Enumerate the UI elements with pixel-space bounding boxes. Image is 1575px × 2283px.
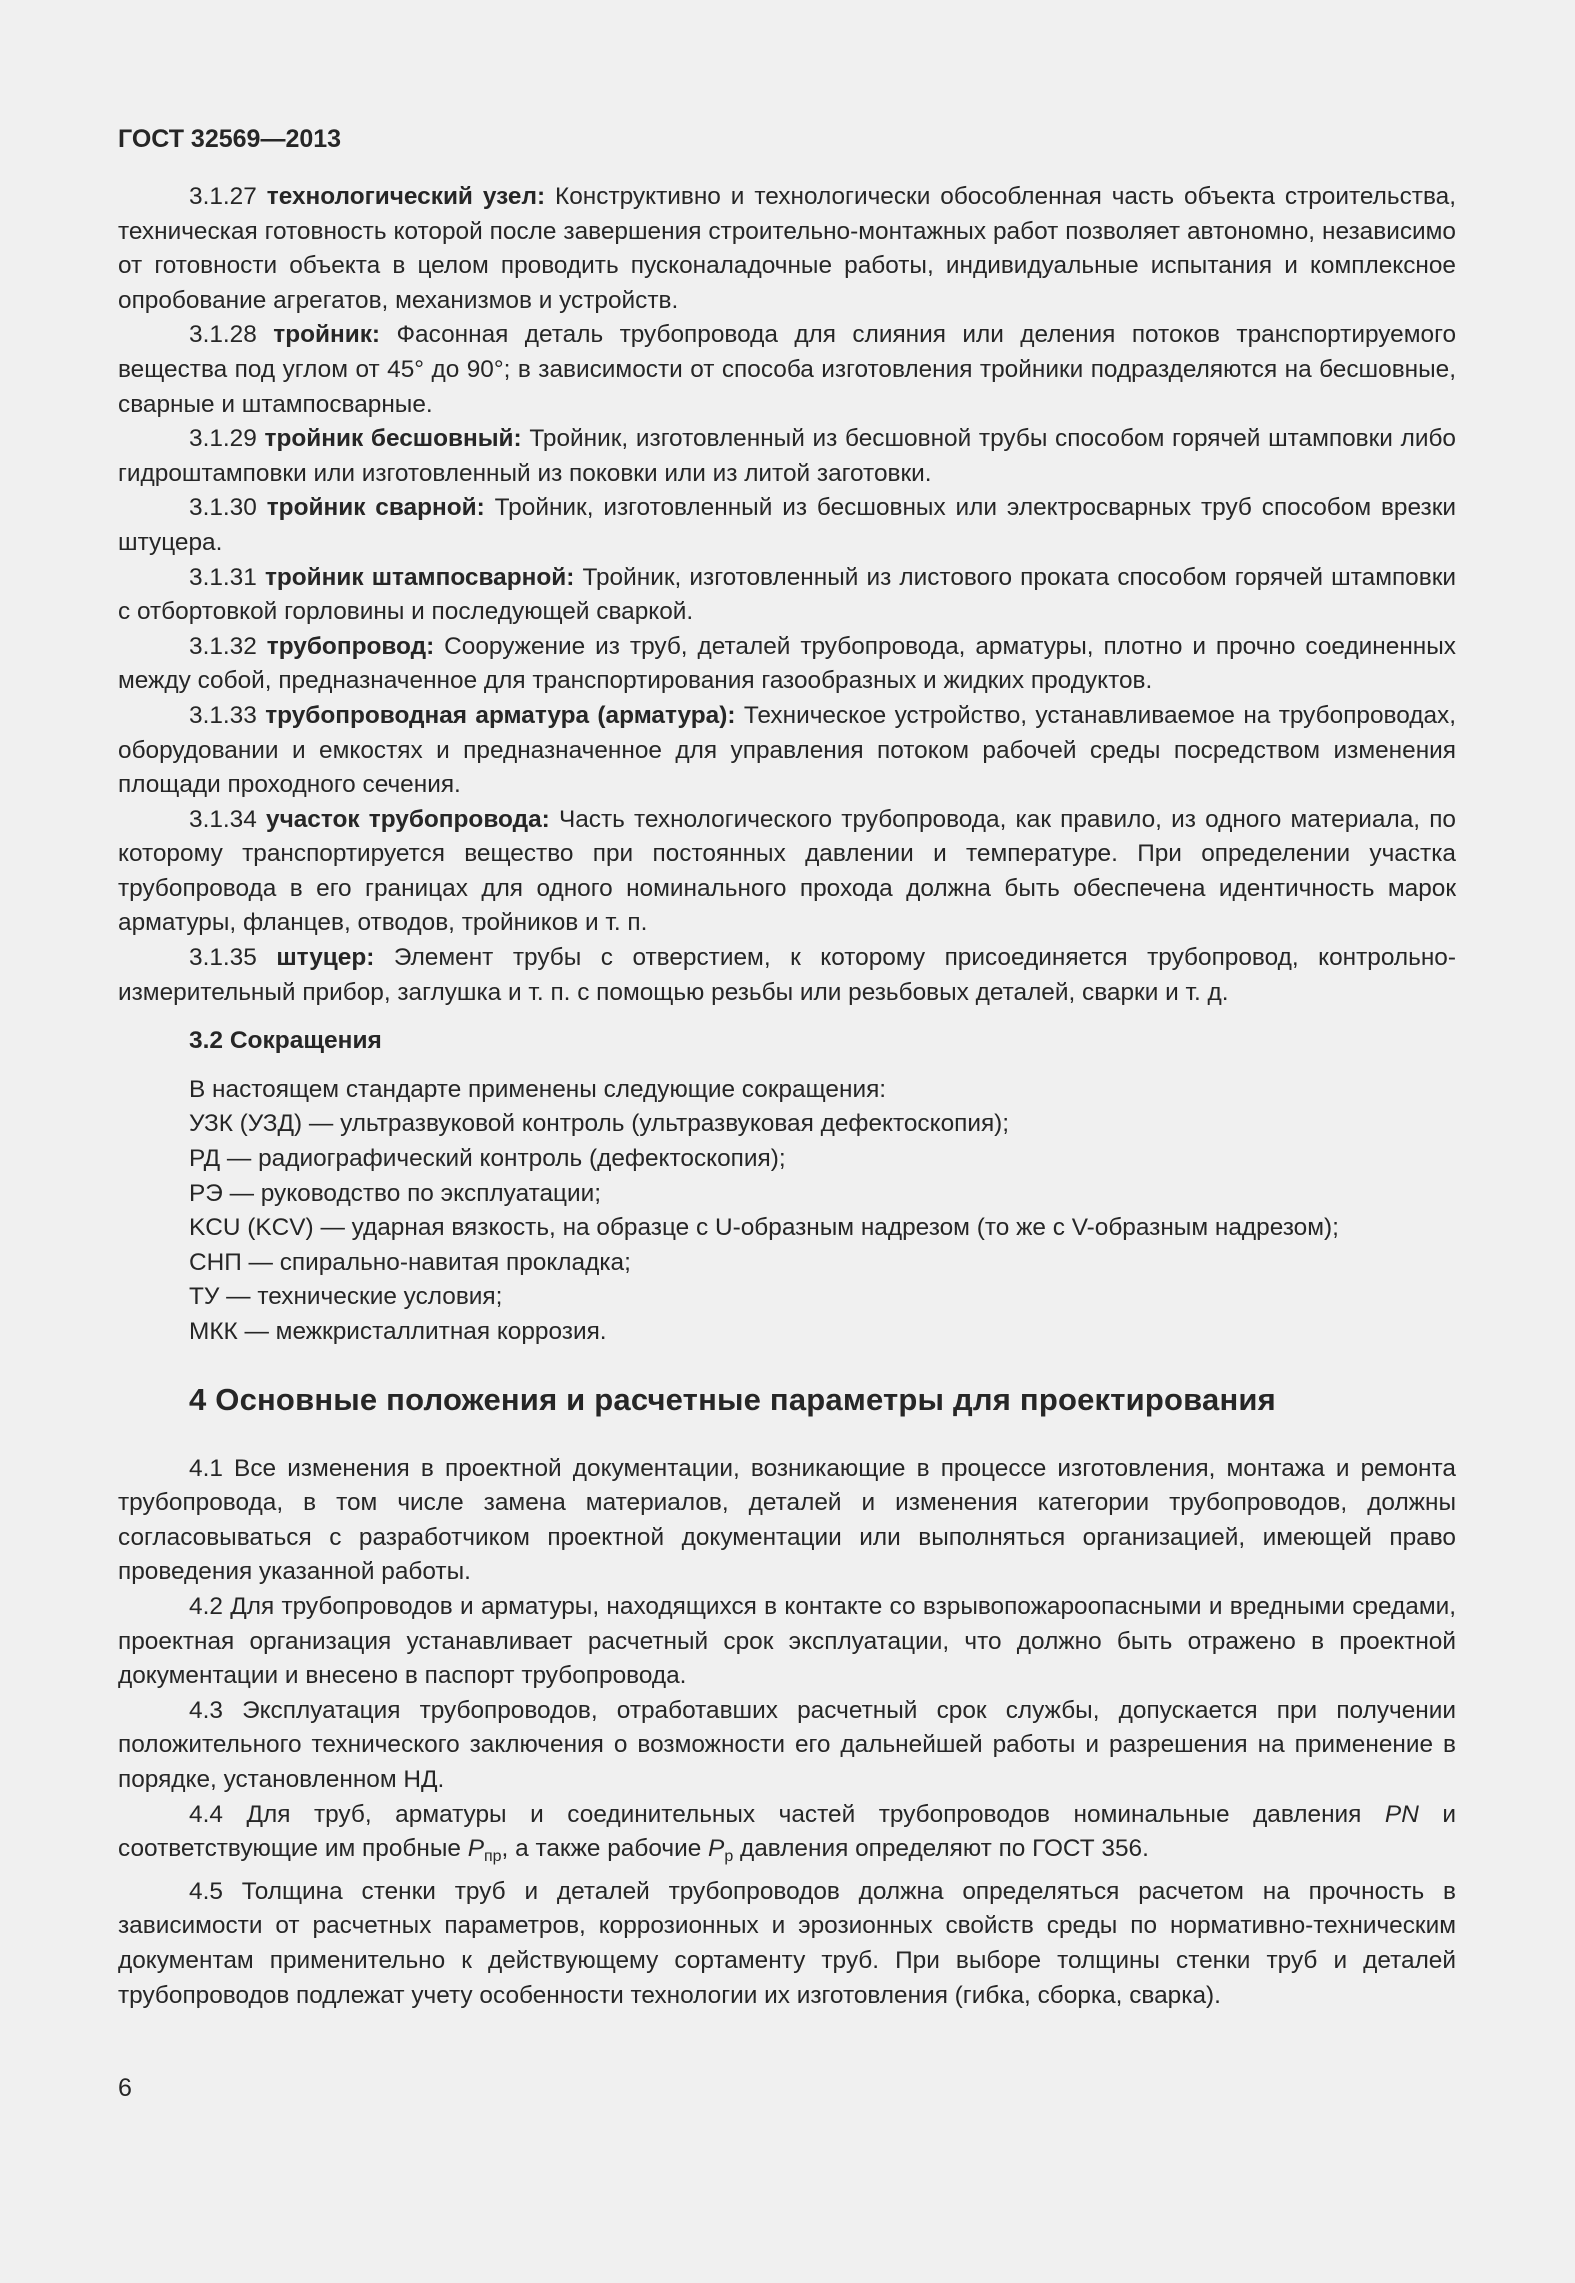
- definition-text: Часть технологического трубопровода, как правило, из одного материала, по которому транспортируется вещество при постоянных давлении и температуре. При определении участка трубопровода в его границах для одного номинального прохода должна быть обеспечена идентичность марок арматуры, фланцев, отводов, тройников и т. п.: [118, 805, 1456, 937]
- definition-item: 3.1.28 тройник: Фасонная деталь трубопровода для слияния или деления потоков транспортируемого вещества под углом от 45° до 90°; в зависимости от способа изготовления тройники подразделяются на бесшовные, сварные и штампосварные.: [118, 321, 1457, 418]
- working-pressure-symbol: P: [708, 1835, 725, 1863]
- definition-item: 3.1.29 тройник бесшовный: Тройник, изготовленный из бесшовной трубы способом горячей штамповки либо гидроштамповки или изготовленный из поковки или из литой заготовки.: [118, 425, 1456, 487]
- document-code: ГОСТ 32569—2013: [118, 125, 342, 153]
- abbreviation-item: РД — радиографический контроль (дефектоскопия);: [189, 1145, 786, 1173]
- definition-term: тройник бесшовный:: [264, 425, 522, 453]
- definition-item: 3.1.27 технологический узел: Конструктивно и технологически обособленная часть объекта строительства, техническая готовность которой после завершения строительно-монтажных работ позволяет автономно, независимо от готовности объекта в целом проводить пусконаладочные работы, индивидуальные испытания и комплексное опробование агрегатов, механизмов и устройств.: [118, 183, 1456, 314]
- section-heading: 4 Основные положения и расчетные параметры для проектирования: [189, 1381, 1276, 1417]
- definition-text: Фасонная деталь трубопровода для слияния или деления потоков транспортируемого вещества под углом от 45° до 90°; в зависимости от способа изготовления тройники подразделяются на бесшовные, сварные и штампосварные.: [118, 321, 1457, 418]
- definition-term: технологический узел:: [266, 183, 546, 210]
- definition-text: Элемент трубы с отверстием, к которому присоединяется трубопровод, контрольно-измерительный прибор, заглушка и т. п. с помощью резьбы или резьбовых деталей, сварки и т. д.: [118, 944, 1456, 1006]
- section-paragraph: 4.1 Все изменения в проектной документации, возникающие в процессе изготовления, монтажа и ремонта трубопровода, в том числе замена материалов, деталей и изменения категории трубопроводов, должны согласовываться с разработчиком проектной документации или выполняться организацией, имеющей право проведения указанной работы.: [118, 1454, 1456, 1586]
- working-pressure-subscript: р: [724, 1848, 734, 1866]
- definition-term: штуцер:: [276, 944, 375, 972]
- abbreviation-item: РЭ — руководство по эксплуатации;: [189, 1179, 602, 1207]
- definition-text: Тройник, изготовленный из бесшовной трубы способом горячей штамповки либо гидроштамповки или изготовленный из поковки или из литой заготовки.: [118, 425, 1456, 487]
- definitions-list: [118, 180, 1456, 1010]
- definition-item: 3.1.35 штуцер: Элемент трубы с отверстием, к которому присоединяется трубопровод, контрольно-измерительный прибор, заглушка и т. п. с помощью резьбы или резьбовых деталей, сварки и т. д.: [118, 944, 1456, 1006]
- abbreviation-item: ТУ — технические условия;: [189, 1283, 503, 1311]
- definition-text: Конструктивно и технологически обособленная часть объекта строительства, техническая готовность которой после завершения строительно-монтажных работ позволяет автономно, независимо от готовности объекта в целом проводить пусконаладочные работы, индивидуальные испытания и комплексное опробование агрегатов, механизмов и устройств.: [118, 183, 1456, 314]
- definition-item: 3.1.32 трубопровод: Сооружение из труб, деталей трубопровода, арматуры, плотно и прочно соединенных между собой, предназначенное для транспортирования газообразных и жидких продуктов.: [118, 632, 1457, 695]
- section-paragraph: 4.4 Для труб, арматуры и соединительных частей трубопроводов номинальные давления PN и соответствующие им пробные $P_{пр}$, а также рабочие $P_р$ давления определяют по ГОСТ 356.: [118, 1800, 1456, 1866]
- definition-text: Тройник, изготовленный из листового проката способом горячей штамповки с отбортовкой горловины и последующей сваркой.: [118, 563, 1456, 626]
- definition-term: тройник сварной:: [266, 494, 485, 522]
- abbreviation-item: УЗК (УЗД) — ультразвуковой контроль (ультразвуковая дефектоскопия);: [189, 1110, 1010, 1138]
- abbreviations-heading: 3.2 Сокращения: [189, 1027, 382, 1055]
- abbreviations-intro: В настоящем стандарте применены следующие сокращения:: [189, 1075, 887, 1103]
- abbreviation-item: СНП — спирально-навитая прокладка;: [189, 1248, 631, 1276]
- definition-item: 3.1.30 тройник сварной: Тройник, изготовленный из бесшовных или электросварных труб способом врезки штуцера.: [118, 494, 1457, 556]
- definition-term: участок трубопровода:: [266, 805, 550, 833]
- abbreviation-item: KCU (KCV) — ударная вязкость, на образце с U-образным надрезом (то же с V-образным надрезом);: [189, 1214, 1339, 1242]
- page-number: 6: [118, 2074, 132, 2102]
- definition-term: тройник штампосварной:: [264, 563, 575, 591]
- definition-item: 3.1.33 трубопроводная арматура (арматура): Техническое устройство, устанавливаемое на трубопроводах, оборудовании и емкостях и предназначенное для управления потоком рабочей среды посредством изменения площади проходного сечения.: [118, 701, 1457, 799]
- nominal-pressure-symbol: PN: [1384, 1800, 1419, 1828]
- document-page: [118, 112, 1456, 2013]
- definition-text: Сооружение из труб, деталей трубопровода, арматуры, плотно и прочно соединенных между собой, предназначенное для транспортирования газообразных и жидких продуктов.: [118, 632, 1457, 695]
- abbreviations-list: [118, 1073, 1456, 1350]
- definition-term: трубопровод:: [266, 632, 435, 660]
- section-paragraph: 4.5 Толщина стенки труб и деталей трубопроводов должна определяться расчетом на прочность в зависимости от расчетных параметров, коррозионных и эрозионных свойств среды по нормативно-техническим документам применительно к действующему сортаменту труб. При выборе толщины стенки труб и деталей трубопроводов подлежат учету особенности технологии их изготовления (гибка, сборка, сварка).: [118, 1877, 1456, 2009]
- test-pressure-symbol: P: [467, 1835, 484, 1863]
- section-paragraph: 4.2 Для трубопроводов и арматуры, находящихся в контакте со взрывопожароопасными и вредными средами, проектная организация устанавливает расчетный срок эксплуатации, что должно быть отражено в проектной документации и внесено в паспорт трубопровода.: [118, 1592, 1456, 1690]
- definition-text: Тройник, изготовленный из бесшовных или электросварных труб способом врезки штуцера.: [118, 494, 1457, 556]
- definition-text: Техническое устройство, устанавливаемое на трубопроводах, оборудовании и емкостях и предназначенное для управления потоком рабочей среды посредством изменения площади проходного сечения.: [118, 701, 1457, 799]
- definition-term: трубопроводная арматура (арматура):: [265, 701, 736, 729]
- section-paragraph: 4.3 Эксплуатация трубопроводов, отработавших расчетный срок службы, допускается при получении положительного технического заключения о возможности его дальнейшей работы и разрешения на применение в порядке, установленном НД.: [118, 1696, 1456, 1793]
- definition-item: 3.1.31 тройник штампосварной: Тройник, изготовленный из листового проката способом горячей штамповки с отбортовкой горловины и последующей сваркой.: [118, 563, 1456, 626]
- definition-term: тройник:: [273, 321, 381, 349]
- definition-item: 3.1.34 участок трубопровода: Часть технологического трубопровода, как правило, из одного материала, по которому транспортируется вещество при постоянных давлении и температуре. При определении участка трубопровода в его границах для одного номинального прохода должна быть обеспечена идентичность марок арматуры, фланцев, отводов, тройников и т. п.: [118, 805, 1456, 937]
- test-pressure-subscript: пр: [483, 1848, 502, 1866]
- abbreviation-item: МКК — межкристаллитная коррозия.: [189, 1318, 607, 1345]
